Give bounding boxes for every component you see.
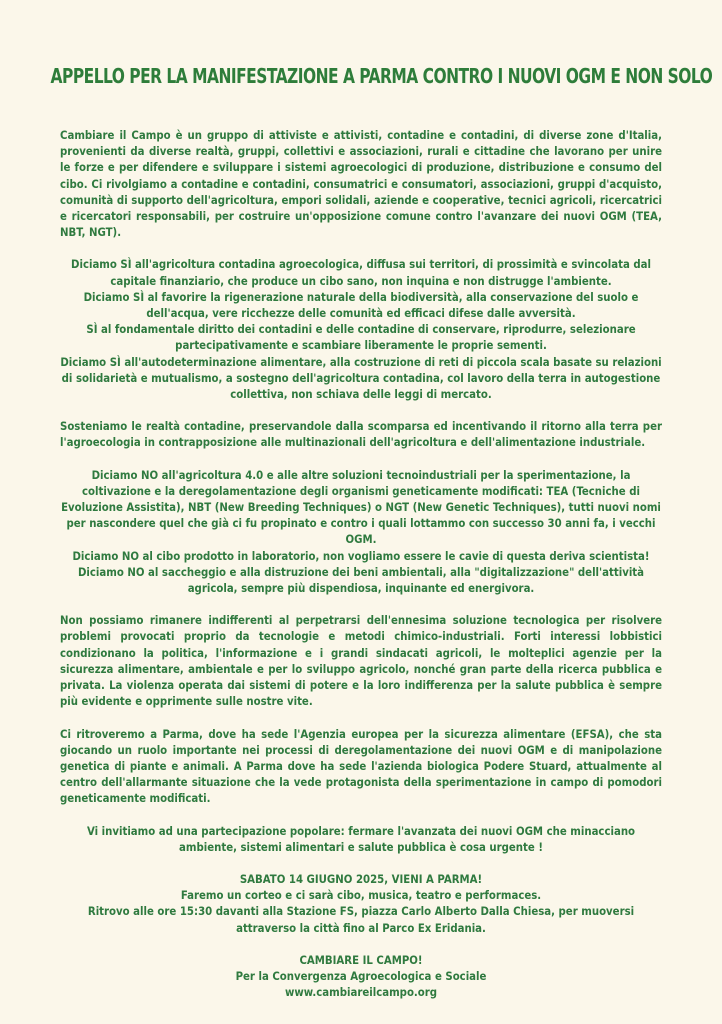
page-title: APPELLO PER LA MANIFESTAZIONE A PARMA CONTRO I NUOVI OGM E NON SOLO xyxy=(50,64,713,88)
signature-name: CAMBIARE IL CAMPO! xyxy=(299,953,423,967)
intro-paragraph: Cambiare il Campo è un gruppo di attiviste e attivisti, contadine e contadini, di diverse zone d'Italia, provenienti da diverse realtà, gruppi, collettivi e associazioni, rurali e cittadine che lavorano per unire le forze e per difendere e sviluppare i sistemi agroecologici di produzione, distribuzione e consumo del cibo. Ci rivolgiamo a contadine e contadini, consumatrici e consumatori, associazioni, gruppi d'acquisto, comunità di supporto dell'agricoltura, empori solidali, aziende e cooperative, tecnici agricoli, ricercatrici e ricercatori responsabili, per costruire un'opposizione comune contro l'avanzare dei nuovi OGM (TEA, NBT, NGT). xyxy=(60,129,662,240)
event-line: Ritrovo alle ore 15:30 davanti alla Stazione FS, piazza Carlo Alberto Dalla Chiesa, per muoversi attraverso la città fino al Parco Ex Eridania. xyxy=(87,905,635,935)
no-line: Diciamo NO al cibo prodotto in laboratorio, non vogliamo essere le cavie di questa deriva scientista! xyxy=(72,549,650,563)
indifferenti-paragraph: Non possiamo rimanere indifferenti al perpetrarsi dell'ennesima soluzione tecnologica per risolvere problemi provocati proprio da tecnologie e metodi chimico-industriali. Forti interessi lobbistici condizionano la politica, l'informazione e i grandi sindacati agricoli, le molteplici agenzie per la sicurezza alimentare, ambientale e per lo sviluppo agricolo, nonché gran parte della ricerca pubblica e privata. La violenza operata dai sistemi di potere e la loro indifferenza per la salute pubblica è sempre più evidente e opprimente sulle nostre vite. xyxy=(60,614,662,709)
si-line: Diciamo SÌ al favorire la rigenerazione naturale della biodiversità, alla conservazione del suolo e dell'acqua, vere ricchezze delle comunità ed efficaci difese dalle avversità. xyxy=(83,290,639,321)
si-block xyxy=(60,257,662,403)
event-line: Faremo un corteo e ci sarà cibo, musica, teatro e performaces. xyxy=(180,889,542,903)
signature-block xyxy=(60,953,662,1002)
no-block xyxy=(60,468,662,598)
sosteniamo-paragraph: Sosteniamo le realtà contadine, preservandole dalla scomparsa ed incentivando il ritorno alla terra per l'agroecologia in contrapposizione alle multinazionali dell'agricoltura e dell'alimentazione industriale. xyxy=(60,420,662,450)
flyer-content xyxy=(60,128,662,1017)
parma-paragraph: Ci ritroveremo a Parma, dove ha sede l'Agenzia europea per la sicurezza alimentare (EFSA), che sta giocando un ruolo importante nei processi di deregolamentazione dei nuovi OGM e di manipolazione genetica di piante e animali. A Parma dove ha sede l'azienda biologica Podere Stuard, attualmente al centro dell'allarmante situazione che la vede protagonista della sperimentazione in campo di pomodori geneticamente modificati. xyxy=(60,727,662,806)
invito-paragraph: Vi invitiamo ad una partecipazione popolare: fermare l'avanzata dei nuovi OGM che minacciano ambiente, sistemi alimentari e salute pubblica è cosa urgente ! xyxy=(86,824,636,854)
event-date: SABATO 14 GIUGNO 2025, VIENI A PARMA! xyxy=(239,872,483,886)
event-block xyxy=(60,872,662,937)
si-line: SÌ al fondamentale diritto dei contadini e delle contadine di conservare, riprodurre, selezionare partecipativamente e scambiare liberamente le proprie sementi. xyxy=(86,323,636,353)
si-line: Diciamo SÌ all'agricoltura contadina agroecologica, diffusa sui territori, di prossimità e svincolata dal capitale finanziario, che produce un cibo sano, non inquina e non distrugge l'ambiente. xyxy=(71,258,651,288)
no-line: Diciamo NO al saccheggio e alla distruzione dei beni ambientali, alla "digitalizzazione" dell'attività agricola, sempre più dispendiosa, inquinante ed energivora. xyxy=(77,565,645,596)
no-line: Diciamo NO all'agricoltura 4.0 e alle altre soluzioni tecnoindustriali per la sperimentazione, la coltivazione e la deregolamentazione degli organismi geneticamente modificati: TEA (Tecniche di Evoluzione Assistita), NBT (New Breeding Techniques) o NGT (New Genetic Techniques), tutti nuovi nomi per nascondere quel che già ci fu propinato e contro i quali lottammo con successo 30 anni fa, i vecchi OGM. xyxy=(61,468,661,547)
si-line: Diciamo SÌ all'autodeterminazione alimentare, alla costruzione di reti di piccola scala basate su relazioni di solidarietà e mutualismo, a sostegno dell'agricoltura contadina, col lavoro della terra in autogestione collettiva, non schiava delle leggi di mercato. xyxy=(60,355,662,402)
signature-subtitle: Per la Convergenza Agroecologica e Sociale xyxy=(235,969,487,983)
website-link[interactable]: www.cambiareilcampo.org xyxy=(284,986,438,1000)
